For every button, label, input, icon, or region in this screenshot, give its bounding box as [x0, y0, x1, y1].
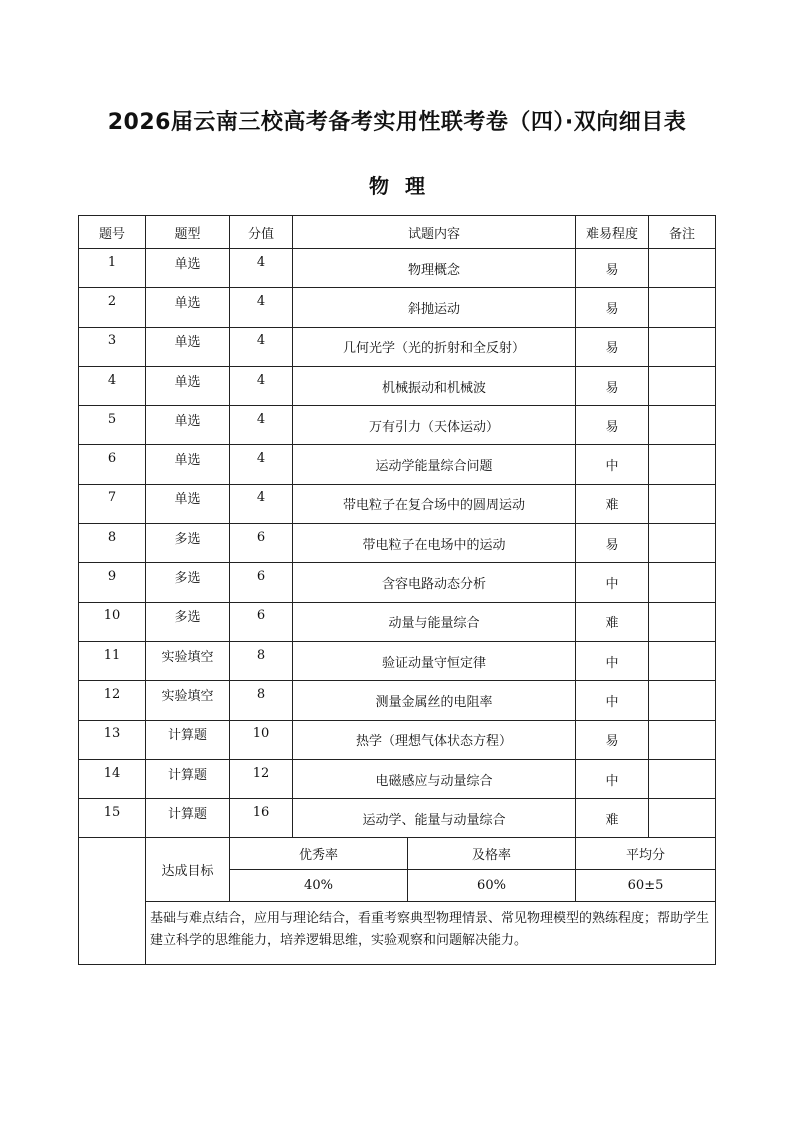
table-row	[79, 445, 716, 484]
question-score: 8	[230, 681, 293, 720]
question-note	[649, 563, 716, 602]
question-difficulty: 难	[576, 602, 649, 641]
subject-heading: 物理	[369, 174, 441, 198]
header-row	[79, 216, 716, 249]
question-score: 4	[230, 406, 293, 445]
document-title: 2026届云南三校高考备考实用性联考卷（四）·双向细目表	[107, 110, 687, 135]
question-difficulty: 易	[576, 327, 649, 366]
question-type: 实验填空	[146, 681, 230, 720]
goal-label: 达成目标	[146, 838, 230, 902]
question-number: 7	[79, 484, 146, 523]
question-rows	[79, 249, 716, 838]
question-content: 测量金属丝的电阻率	[293, 681, 576, 720]
question-type: 多选	[146, 524, 230, 563]
question-number: 2	[79, 288, 146, 327]
question-content: 运动学能量综合问题	[293, 445, 576, 484]
table-row	[79, 406, 716, 445]
question-note	[649, 641, 716, 680]
question-type: 计算题	[146, 759, 230, 798]
question-content: 万有引力（天体运动）	[293, 406, 576, 445]
question-score: 16	[230, 799, 293, 838]
question-score: 8	[230, 641, 293, 680]
question-note	[649, 366, 716, 405]
question-number: 5	[79, 406, 146, 445]
question-type: 单选	[146, 366, 230, 405]
question-type: 计算题	[146, 799, 230, 838]
question-note	[649, 445, 716, 484]
question-score: 10	[230, 720, 293, 759]
excellent-rate-value: 40%	[230, 870, 408, 902]
question-number: 6	[79, 445, 146, 484]
question-note	[649, 759, 716, 798]
question-type: 单选	[146, 249, 230, 288]
question-difficulty: 易	[576, 720, 649, 759]
question-difficulty: 易	[576, 249, 649, 288]
table-row	[79, 641, 716, 680]
question-score: 6	[230, 602, 293, 641]
question-content: 电磁感应与动量综合	[293, 759, 576, 798]
question-difficulty: 易	[576, 366, 649, 405]
question-difficulty: 中	[576, 563, 649, 602]
question-difficulty: 中	[576, 681, 649, 720]
table-row	[79, 602, 716, 641]
question-content: 运动学、能量与动量综合	[293, 799, 576, 838]
header-note: 备注	[649, 216, 716, 249]
question-type: 单选	[146, 327, 230, 366]
question-difficulty: 易	[576, 288, 649, 327]
question-note	[649, 484, 716, 523]
question-difficulty: 难	[576, 799, 649, 838]
question-difficulty: 易	[576, 406, 649, 445]
question-content: 几何光学（光的折射和全反射）	[293, 327, 576, 366]
question-content: 斜抛运动	[293, 288, 576, 327]
table-row	[79, 759, 716, 798]
header-type: 题型	[146, 216, 230, 249]
header-difficulty: 难易程度	[576, 216, 649, 249]
summary-text: 基础与难点结合，应用与理论结合，看重考察典型物理情景、常见物理模型的熟练程度；帮助学生建立科学的思维能力，培养逻辑思维，实验观察和问题解决能力。	[146, 902, 716, 965]
question-number: 15	[79, 799, 146, 838]
question-content: 带电粒子在电场中的运动	[293, 524, 576, 563]
question-difficulty: 中	[576, 641, 649, 680]
question-score: 4	[230, 249, 293, 288]
question-number: 13	[79, 720, 146, 759]
table-row	[79, 524, 716, 563]
table-row	[79, 720, 716, 759]
question-content: 带电粒子在复合场中的圆周运动	[293, 484, 576, 523]
question-score: 4	[230, 366, 293, 405]
question-content: 含容电路动态分析	[293, 563, 576, 602]
question-difficulty: 中	[576, 759, 649, 798]
table-row	[79, 799, 716, 838]
question-score: 4	[230, 445, 293, 484]
question-note	[649, 288, 716, 327]
question-difficulty: 中	[576, 445, 649, 484]
table-row	[79, 327, 716, 366]
pass-rate-label: 及格率	[408, 838, 576, 870]
question-type: 单选	[146, 288, 230, 327]
question-difficulty: 难	[576, 484, 649, 523]
header-score: 分值	[230, 216, 293, 249]
question-note	[649, 602, 716, 641]
specification-table	[78, 215, 716, 965]
question-content: 验证动量守恒定律	[293, 641, 576, 680]
table-row	[79, 681, 716, 720]
question-number: 1	[79, 249, 146, 288]
question-note	[649, 799, 716, 838]
question-content: 物理概念	[293, 249, 576, 288]
question-score: 4	[230, 484, 293, 523]
question-type: 实验填空	[146, 641, 230, 680]
question-content: 机械振动和机械波	[293, 366, 576, 405]
question-score: 12	[230, 759, 293, 798]
average-score-label: 平均分	[576, 838, 716, 870]
question-type: 多选	[146, 602, 230, 641]
header-no: 题号	[79, 216, 146, 249]
question-score: 6	[230, 524, 293, 563]
question-number: 3	[79, 327, 146, 366]
question-note	[649, 524, 716, 563]
question-note	[649, 406, 716, 445]
question-note	[649, 249, 716, 288]
question-score: 4	[230, 327, 293, 366]
goal-label-row	[79, 838, 716, 870]
table-row	[79, 288, 716, 327]
excellent-rate-label: 优秀率	[230, 838, 408, 870]
question-number: 4	[79, 366, 146, 405]
question-type: 计算题	[146, 720, 230, 759]
question-content: 热学（理想气体状态方程）	[293, 720, 576, 759]
table-row	[79, 249, 716, 288]
question-number: 9	[79, 563, 146, 602]
question-note	[649, 720, 716, 759]
question-note	[649, 681, 716, 720]
question-type: 单选	[146, 445, 230, 484]
question-score: 4	[230, 288, 293, 327]
pass-rate-value: 60%	[408, 870, 576, 902]
header-content: 试题内容	[293, 216, 576, 249]
goal-empty-cell	[79, 838, 146, 965]
question-type: 单选	[146, 406, 230, 445]
table-row	[79, 484, 716, 523]
question-content: 动量与能量综合	[293, 602, 576, 641]
question-score: 6	[230, 563, 293, 602]
question-number: 14	[79, 759, 146, 798]
question-number: 10	[79, 602, 146, 641]
average-score-value: 60±5	[576, 870, 716, 902]
question-type: 多选	[146, 563, 230, 602]
table-row	[79, 563, 716, 602]
question-note	[649, 327, 716, 366]
table-row	[79, 366, 716, 405]
question-difficulty: 易	[576, 524, 649, 563]
summary-row	[79, 902, 716, 965]
question-number: 8	[79, 524, 146, 563]
question-number: 11	[79, 641, 146, 680]
question-number: 12	[79, 681, 146, 720]
question-type: 单选	[146, 484, 230, 523]
